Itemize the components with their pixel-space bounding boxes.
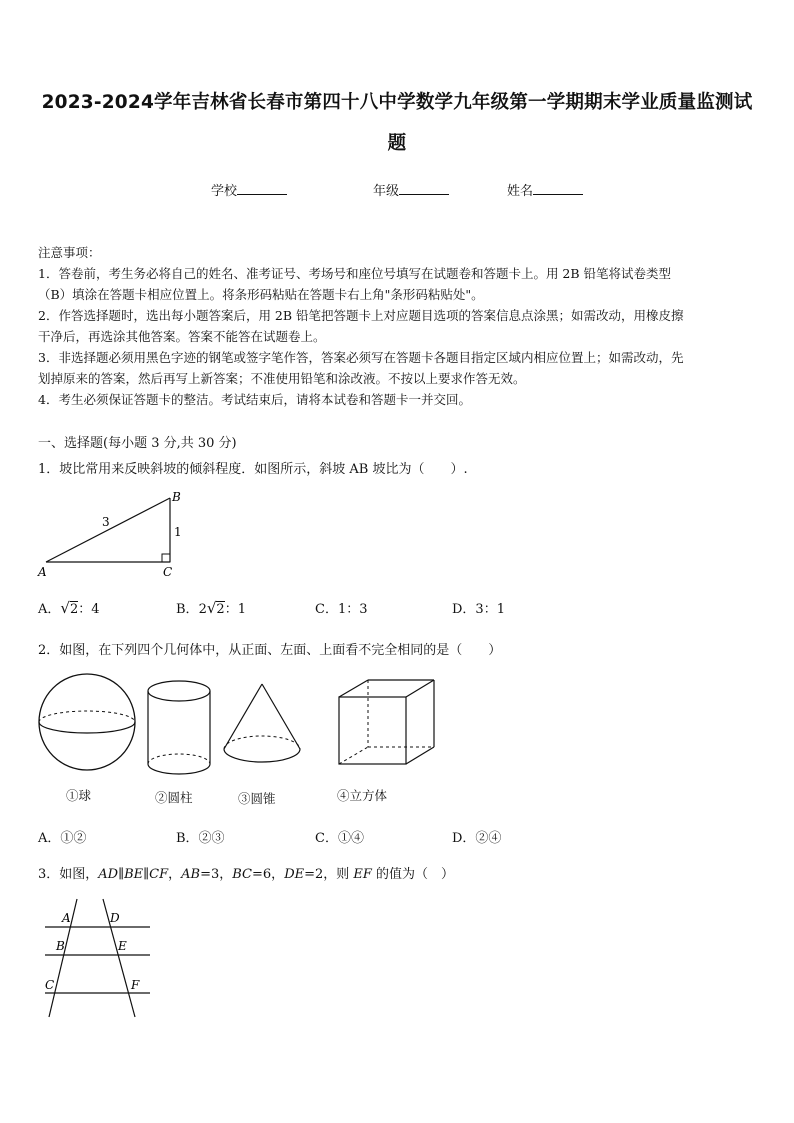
option-b-letter: B． <box>176 602 199 617</box>
radicand: 2 <box>69 602 79 617</box>
point-e-label: E <box>118 939 127 953</box>
school-field <box>211 180 287 199</box>
vertex-a-label: A <box>38 565 47 579</box>
notice-block <box>38 242 758 410</box>
cone-icon <box>224 684 300 762</box>
sqrt-icon: √ <box>206 599 217 617</box>
point-f-label: F <box>131 978 140 992</box>
right-angle-mark <box>162 554 170 562</box>
name-field <box>507 180 583 199</box>
notice-line: 干净后，再选涂其他答案。答案不能答在试题卷上。 <box>38 329 326 344</box>
grade-field <box>373 180 449 199</box>
cube-label: ④立方体 <box>337 788 388 803</box>
coefficient: 2 <box>198 602 207 617</box>
vertex-c-label: C <box>163 565 173 579</box>
sphere-label: ①球 <box>66 788 92 803</box>
q2-option-d[interactable]: D．②④ <box>452 831 502 846</box>
sqrt-icon: √ <box>60 599 70 617</box>
point-b-label: B <box>56 939 65 953</box>
notice-line: 划掉原来的答案，然后再写上新答案；不准使用铅笔和涂改液。不按以上要求作答无效。 <box>38 371 526 386</box>
school-blank[interactable] <box>237 182 287 195</box>
hypotenuse-label: 3 <box>102 515 110 529</box>
q3-bc: BC <box>232 867 253 882</box>
section-heading: 一、选择题(每小题 3 分,共 30 分) <box>38 436 237 451</box>
q3-ab: AB <box>181 867 201 882</box>
q1-option-d[interactable]: D．3：1 <box>452 602 505 617</box>
grade-blank[interactable] <box>399 182 449 195</box>
point-c-label: C <box>45 978 55 992</box>
q3-bc-value: =6， <box>252 867 285 882</box>
name-label: 姓名 <box>507 184 534 199</box>
notice-line: 3．非选择题必须用黑色字迹的钢笔或签字笔作答，答案必须写在答题卡各题目指定区域内相应位置上；如需改动，先 <box>38 350 684 365</box>
cone-label: ③圆锥 <box>238 791 276 806</box>
notice-line: 1．答卷前，考生务必将自己的姓名、准考证号、考场号和座位号填写在试题卷和答题卡上。用 2B 铅笔将试卷类型 <box>38 266 672 281</box>
sphere-icon <box>39 674 135 770</box>
school-label: 学校 <box>211 184 238 199</box>
notice-line: 4．考生必须保证答题卡的整洁。考试结束后，请将本试卷和答题卡一并交回。 <box>38 392 471 407</box>
notice-line: （B）填涂在答题卡相应位置上。将条形码粘贴在答题卡右上角"条形码粘贴处"。 <box>38 287 484 302</box>
q3-text <box>38 863 454 882</box>
q3-suffix: 的值为（ ） <box>371 867 455 882</box>
q3-sep: ， <box>168 867 182 882</box>
q1-option-b[interactable] <box>176 598 246 617</box>
cube-icon <box>339 680 434 764</box>
radicand: 2 <box>216 602 225 617</box>
leg-label: 1 <box>174 525 182 539</box>
q2-option-b[interactable]: B．②③ <box>176 831 225 846</box>
q3-condition: AD∥BE∥CF <box>98 867 169 882</box>
q3-de: DE <box>284 867 305 882</box>
exam-title-line2: 题 <box>387 133 407 154</box>
q2-option-c[interactable]: C．①④ <box>315 831 364 846</box>
name-blank[interactable] <box>533 182 583 195</box>
notice-line: 2．作答选择题时，选出每小题答案后，用 2B 铅笔把答题卡上对应题目选项的答案信息点涂黑；如需改动，用橡皮擦 <box>38 308 684 323</box>
q3-prefix: 3．如图， <box>38 867 99 882</box>
option-a-ratio: ：4 <box>78 602 100 617</box>
q3-parallel-lines-figure <box>35 895 160 1025</box>
grade-label: 年级 <box>373 184 400 199</box>
cylinder-icon <box>148 681 210 774</box>
vertex-b-label: B <box>172 490 181 504</box>
q3-ef: EF <box>353 867 372 882</box>
q1-text: 1．坡比常用来反映斜坡的倾斜程度．如图所示，斜坡 AB 坡比为（ ）. <box>38 462 468 477</box>
option-b-ratio: ：1 <box>224 602 246 617</box>
q1-triangle-figure <box>30 485 190 580</box>
q1-option-c[interactable]: C．1：3 <box>315 602 368 617</box>
q1-option-a[interactable] <box>38 598 100 617</box>
q2-option-a[interactable]: A．①② <box>38 831 87 846</box>
cylinder-label: ②圆柱 <box>155 790 193 805</box>
q2-text: 2．如图，在下列四个几何体中，从正面、左面、上面看不完全相同的是（ ） <box>38 643 502 658</box>
side-ab <box>46 498 170 562</box>
point-d-label: D <box>110 911 120 925</box>
option-a-letter: A． <box>38 602 61 617</box>
point-a-label: A <box>62 911 71 925</box>
q3-de-value: =2，则 <box>304 867 354 882</box>
q3-ab-value: =3， <box>200 867 233 882</box>
notice-heading: 注意事项： <box>38 245 101 260</box>
exam-title-line1: 2023-2024学年吉林省长春市第四十八中学数学九年级第一学期期末学业质量监测试 <box>41 92 753 113</box>
